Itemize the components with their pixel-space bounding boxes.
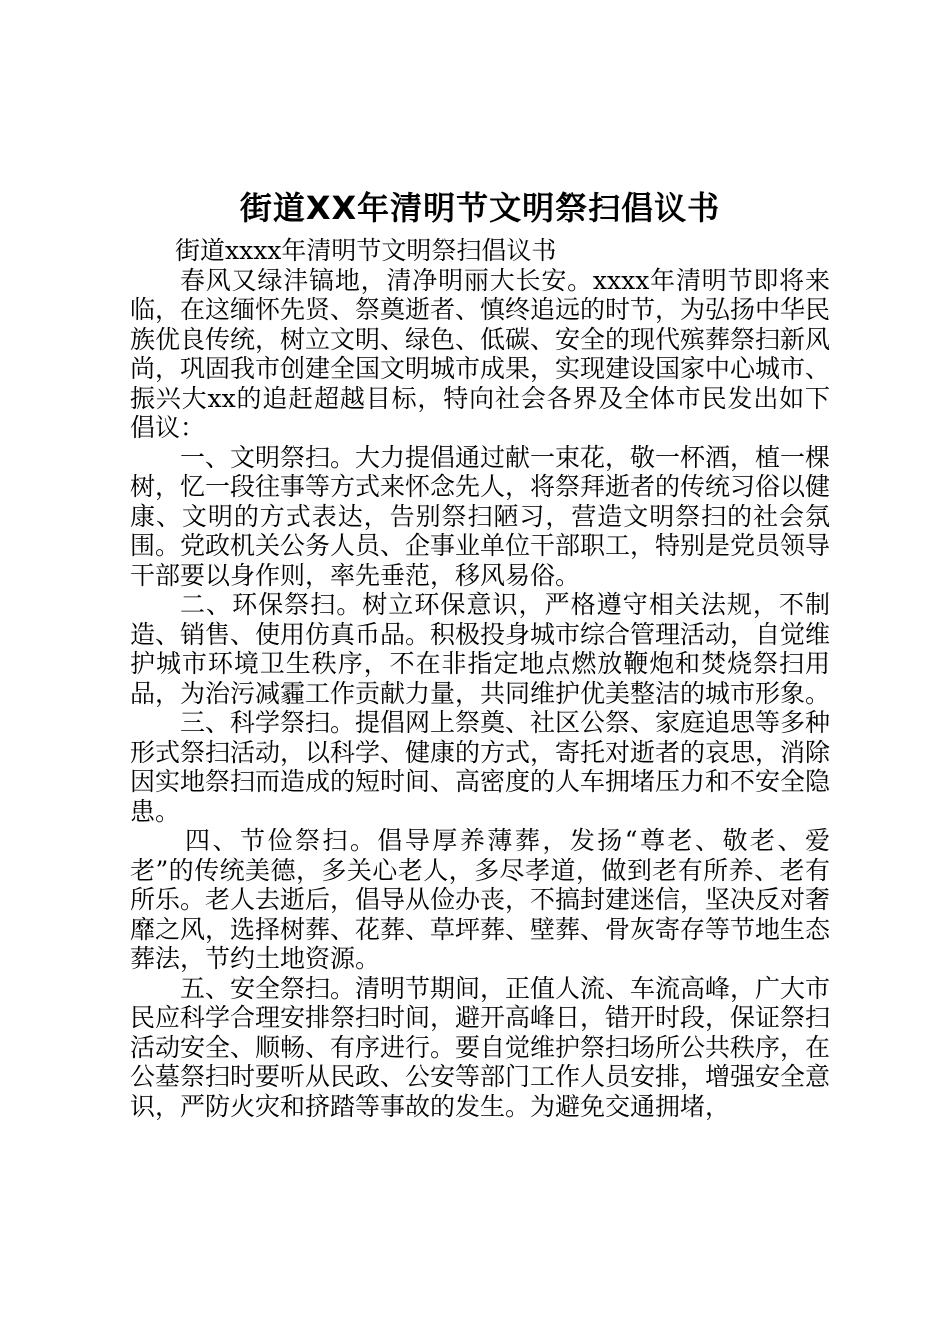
document-title: 街道XX年清明节文明祭扫倡议书 [239, 189, 721, 227]
paragraph-intro: 春风又绿沣镐地，清净明丽大长安。xxxx年清明节即将来临，在这缅怀先贤、祭奠逝者、慎终追远的时节，为弘扬中华民族优良传统，树立文明、绿色、低碳、安全的现代殡葬祭扫新风尚，巩固我市创建全国文明城市成果，实现建设国家中心城市、振兴大xx的追赶超越目标，特向社会各界及全体市民发出如下倡议： [130, 265, 831, 442]
paragraph-item-1: 一、文明祭扫。大力提倡通过献一束花，敬一杯酒，植一棵树，忆一段往事等方式来怀念先人，将祭拜逝者的传统习俗以健康、文明的方式表达，告别祭扫陋习，营造文明祭扫的社会氛围。党政机关公务人员、企事业单位干部职工，特别是党员领导干部要以身作则，率先垂范，移风易俗。 [130, 442, 831, 590]
paragraph-item-4: 四、节俭祭扫。倡导厚养薄葬，发扬“尊老、敬老、爱老”的传统美德，多关心老人，多尽孝道，做到老有所养、老有所乐。老人去逝后，倡导从俭办丧，不搞封建迷信，坚决反对奢靡之风，选择树葬、花葬、草坪葬、壁葬、骨灰寄存等节地生态葬法，节约土地资源。 [130, 826, 831, 973]
paragraph-item-2: 二、环保祭扫。树立环保意识，严格遵守相关法规，不制造、销售、使用仿真币品。积极投身城市综合管理活动，自觉维护城市环境卫生秩序，不在非指定地点燃放鞭炮和焚烧祭扫用品，为治污减霾工作贡献力量，共同维护优美整洁的城市形象。 [130, 590, 831, 708]
paragraph-item-3: 三、科学祭扫。提倡网上祭奠、社区公祭、家庭追思等多种形式祭扫活动，以科学、健康的方式，寄托对逝者的哀思，消除因实地祭扫而造成的短时间、高密度的人车拥堵压力和不安全隐患。 [130, 708, 831, 826]
paragraph-item-5: 五、安全祭扫。清明节期间，正值人流、车流高峰，广大市民应科学合理安排祭扫时间，避开高峰日，错开时段，保证祭扫活动安全、顺畅、有序进行。要自觉维护祭扫场所公共秩序，在公墓祭扫时要听从民政、公安等部门工作人员安排，增强安全意识，严防火灾和挤踏等事故的发生。为避免交通拥堵， [130, 973, 831, 1121]
document-page [130, 180, 830, 1121]
paragraph-subtitle: 街道xxxx年清明节文明祭扫倡议书 [175, 236, 557, 265]
